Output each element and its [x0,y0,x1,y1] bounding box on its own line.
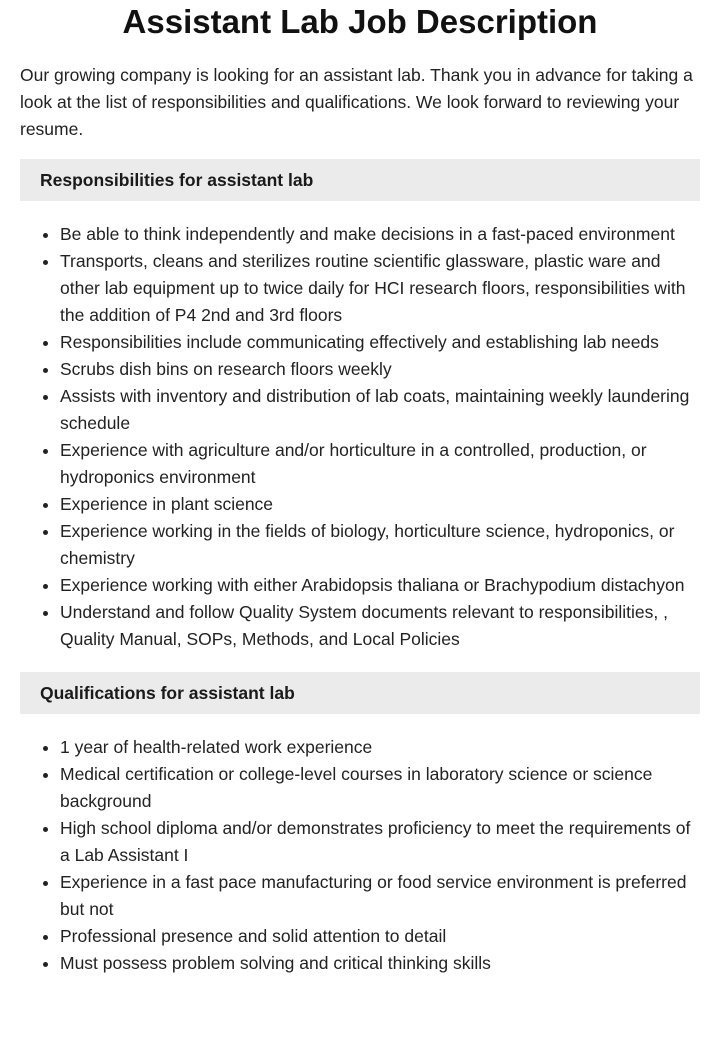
list-item: • 1 year of health-related work experience [60,734,700,761]
list-item: • Responsibilities include communicating effectively and establishing lab needs [60,329,700,356]
list-item: • Assists with inventory and distribution of lab coats, maintaining weekly laundering schedule [60,383,700,437]
intro-paragraph: Our growing company is looking for an assistant lab. Thank you in advance for taking a look at the list of responsibilities and qualifications. We look forward to reviewing your resume. [20,65,693,139]
list-item: • Experience working in the fields of biology, horticulture science, hydroponics, or chemistry [60,518,700,572]
responsibilities-list [20,221,700,653]
list-item: • Experience working with either Arabidopsis thaliana or Brachypodium distachyon [60,572,700,599]
list-item: • Experience with agriculture and/or horticulture in a controlled, production, or hydroponics environment [60,437,700,491]
list-item: • Scrubs dish bins on research floors weekly [60,356,700,383]
list-item: • Experience in a fast pace manufacturing or food service environment is preferred but not [60,869,700,923]
list-item: • Experience in plant science [60,491,700,518]
qualifications-heading: Qualifications for assistant lab [20,672,700,714]
list-item: • Must possess problem solving and critical thinking skills [60,950,700,977]
responsibilities-heading: Responsibilities for assistant lab [20,159,700,201]
qualifications-list [20,734,700,977]
list-item: • Be able to think independently and make decisions in a fast-paced environment [60,221,700,248]
page-title: Assistant Lab Job Description [122,3,598,40]
list-item: • Understand and follow Quality System documents relevant to responsibilities, , Quality Manual, SOPs, Methods, and Local Policies [60,599,700,653]
list-item: • Medical certification or college-level courses in laboratory science or science background [60,761,700,815]
list-item: • Transports, cleans and sterilizes routine scientific glassware, plastic ware and other lab equipment up to twice daily for HCI research floors, responsibilities with the addition of P4 2nd and 3rd floors [60,248,700,329]
list-item: • Professional presence and solid attention to detail [60,923,700,950]
list-item: • High school diploma and/or demonstrates proficiency to meet the requirements of a Lab Assistant I [60,815,700,869]
